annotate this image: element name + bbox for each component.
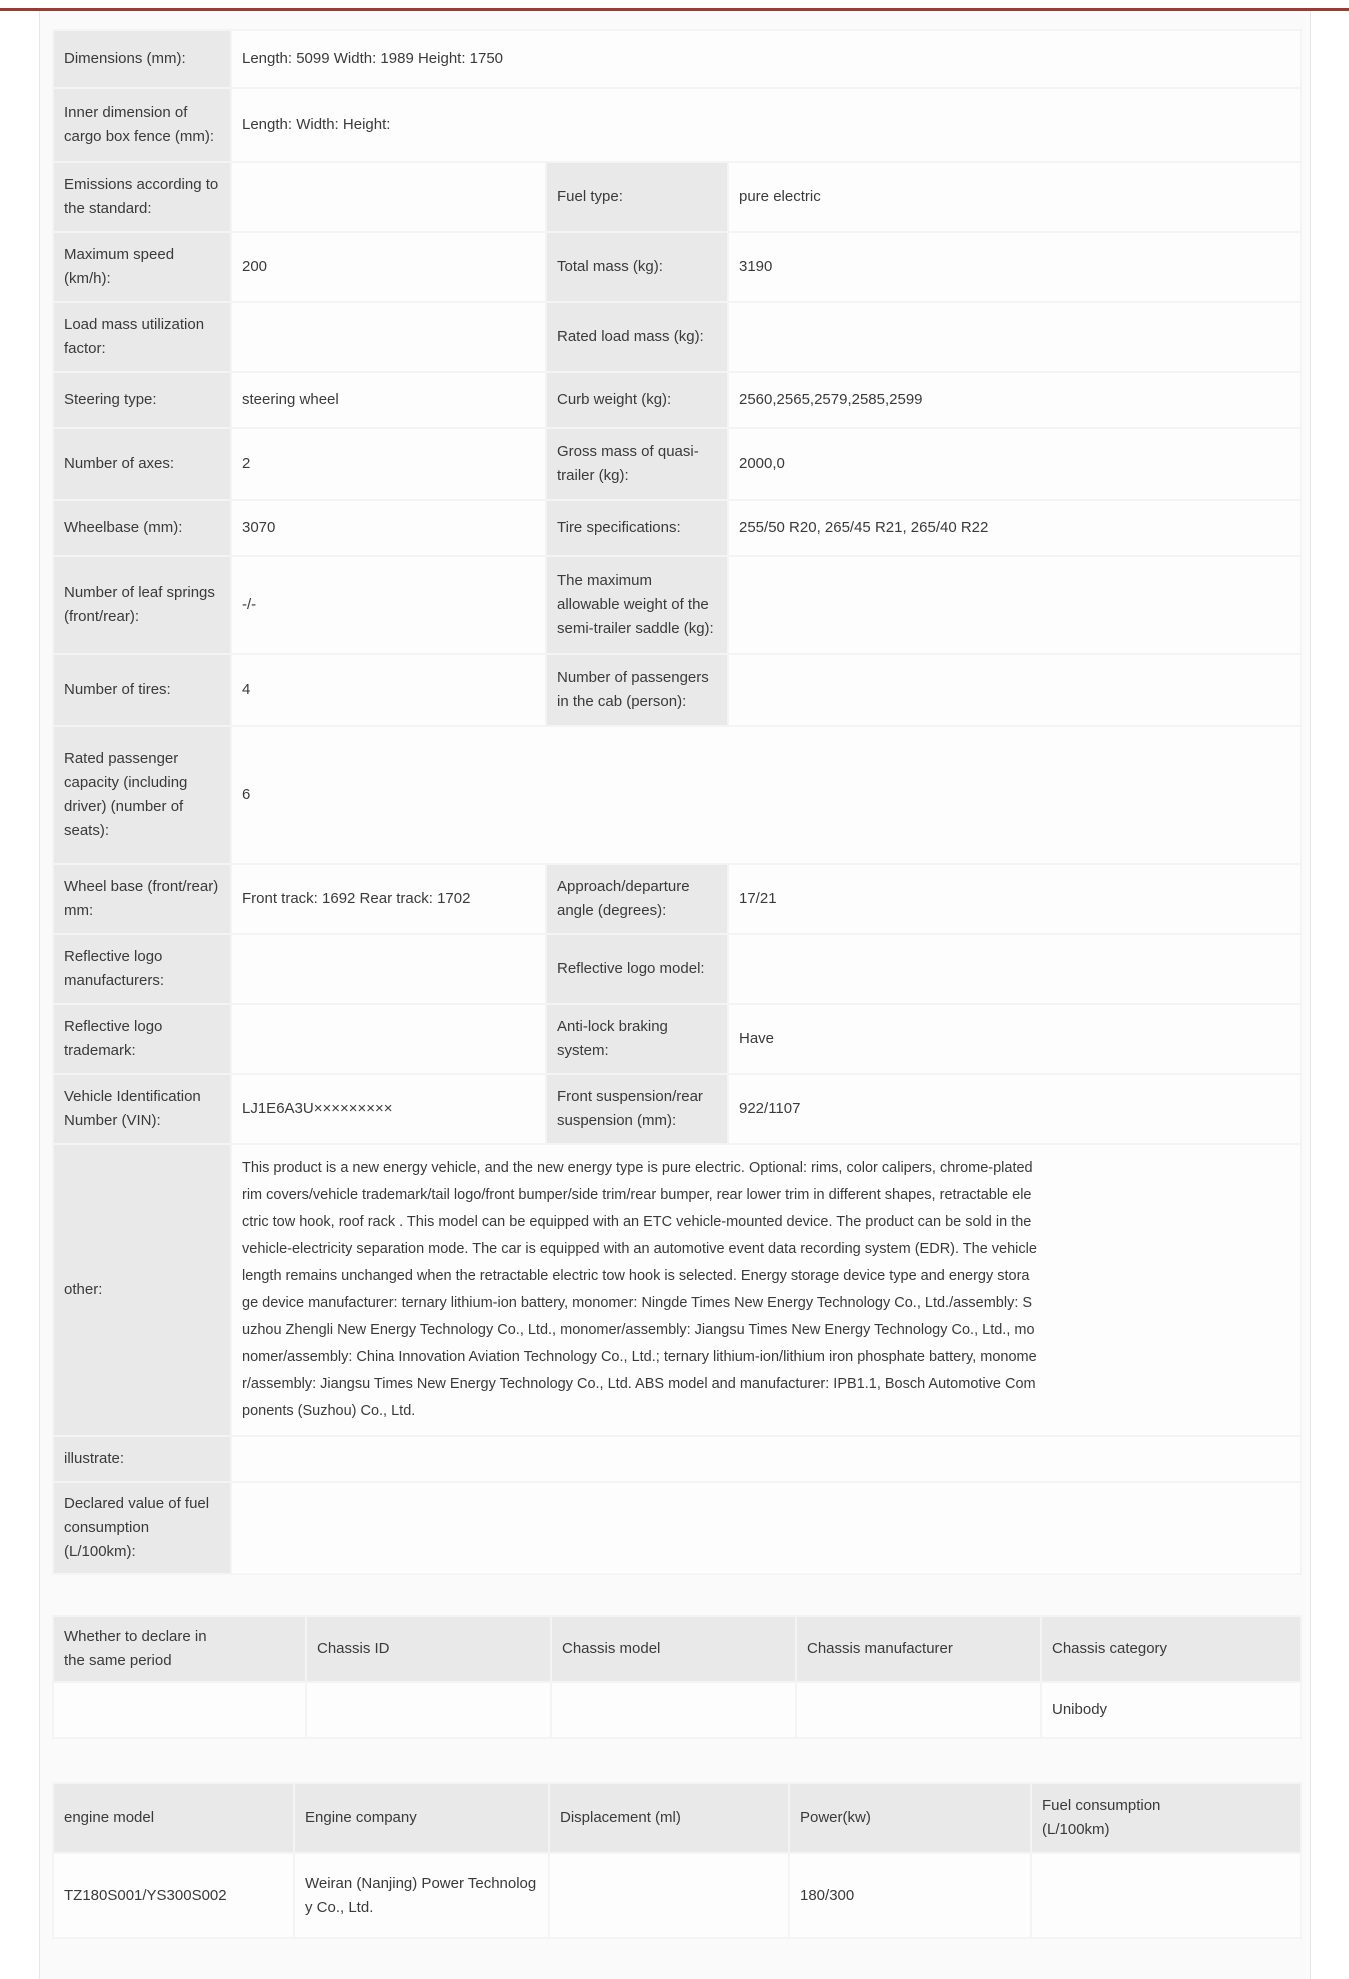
engine-header-cell — [549, 1783, 789, 1853]
chassis-header-label: Chassis model — [562, 1640, 661, 1657]
chassis-cell — [796, 1682, 1041, 1738]
chassis-cell — [551, 1682, 796, 1738]
spec-value: 3070 — [231, 500, 546, 556]
engine-cell: TZ180S001/YS300S002 — [53, 1853, 294, 1938]
spec-label: Tire specifications: — [546, 500, 728, 556]
spec-value — [231, 934, 546, 1004]
engine-header-cell — [53, 1783, 294, 1853]
spec-value: 255/50 R20, 265/45 R21, 265/40 R22 — [728, 500, 1301, 556]
chassis-header-row — [53, 1616, 1301, 1682]
spec-row — [53, 372, 1301, 428]
engine-table — [52, 1782, 1302, 1939]
spec-label: Load mass utilization factor: — [53, 302, 231, 372]
chassis-data-row — [53, 1682, 1301, 1738]
spec-label: Number of tires: — [53, 654, 231, 726]
spec-label: The maximum allowable weight of the semi-trailer saddle (kg): — [546, 556, 728, 654]
spec-label: Rated passenger capacity (including driver) (number of seats): — [53, 726, 231, 864]
spec-value — [231, 162, 546, 232]
spec-label: Approach/departure angle (degrees): — [546, 864, 728, 934]
spec-label: Wheelbase (mm): — [53, 500, 231, 556]
spec-label: Curb weight (kg): — [546, 372, 728, 428]
content-frame — [39, 11, 1311, 1979]
spec-value: 2 — [231, 428, 546, 500]
engine-cell — [1031, 1853, 1301, 1938]
spec-value: Length: 5099 Width: 1989 Height: 1750 — [231, 30, 1301, 88]
spec-value: 200 — [231, 232, 546, 302]
spec-label: Inner dimension of cargo box fence (mm): — [53, 88, 231, 162]
chassis-cell — [306, 1682, 551, 1738]
engine-header-row — [53, 1783, 1301, 1853]
spec-label: Total mass (kg): — [546, 232, 728, 302]
spec-value: 2560,2565,2579,2585,2599 — [728, 372, 1301, 428]
spec-row — [53, 934, 1301, 1004]
vehicle-spec-document — [0, 8, 1349, 1979]
chassis-header-cell — [1041, 1616, 1301, 1682]
spec-row — [53, 232, 1301, 302]
spec-table — [52, 29, 1302, 1575]
spec-value — [728, 934, 1301, 1004]
spec-value — [231, 1482, 1301, 1574]
engine-header-cell — [294, 1783, 549, 1853]
spec-value — [728, 302, 1301, 372]
spec-label: Rated load mass (kg): — [546, 302, 728, 372]
spec-label: illustrate: — [53, 1436, 231, 1482]
spec-value: -/- — [231, 556, 546, 654]
spec-row — [53, 302, 1301, 372]
spec-label: Emissions according to the standard: — [53, 162, 231, 232]
spec-label: Number of leaf springs (front/rear): — [53, 556, 231, 654]
spec-value: Have — [728, 1004, 1301, 1074]
spec-row — [53, 864, 1301, 934]
spec-label: other: — [53, 1144, 231, 1436]
engine-cell: 180/300 — [789, 1853, 1031, 1938]
spec-label: Reflective logo manufacturers: — [53, 934, 231, 1004]
chassis-header-cell — [551, 1616, 796, 1682]
spec-value: Length: Width: Height: — [231, 88, 1301, 162]
spec-value: 922/1107 — [728, 1074, 1301, 1144]
spec-row — [53, 1004, 1301, 1074]
spec-label: Maximum speed (km/h): — [53, 232, 231, 302]
spec-value: 17/21 — [728, 864, 1301, 934]
chassis-header-cell — [796, 1616, 1041, 1682]
spec-row — [53, 500, 1301, 556]
engine-header-label: Displacement (ml) — [560, 1809, 681, 1826]
spec-value: 3190 — [728, 232, 1301, 302]
spec-label: Dimensions (mm): — [53, 30, 231, 88]
spec-label: Vehicle Identification Number (VIN): — [53, 1074, 231, 1144]
spec-row — [53, 1144, 1301, 1436]
engine-data-row — [53, 1853, 1301, 1938]
spec-value: steering wheel — [231, 372, 546, 428]
spec-label: Front suspension/rear suspension (mm): — [546, 1074, 728, 1144]
spec-label: Fuel type: — [546, 162, 728, 232]
spec-label: Wheel base (front/rear) mm: — [53, 864, 231, 934]
engine-cell — [549, 1853, 789, 1938]
spec-row — [53, 1482, 1301, 1574]
spec-row — [53, 428, 1301, 500]
engine-header-label: Power(kw) — [800, 1809, 871, 1826]
spec-value — [231, 1144, 1301, 1436]
spec-value — [231, 302, 546, 372]
engine-header-cell — [1031, 1783, 1301, 1853]
chassis-header-cell — [53, 1616, 306, 1682]
chassis-header-label: Whether to declare in the same period — [64, 1628, 207, 1669]
spec-value — [231, 1004, 546, 1074]
spec-value: Front track: 1692 Rear track: 1702 — [231, 864, 546, 934]
engine-cell: Weiran (Nanjing) Power Technology Co., Ltd. — [294, 1853, 549, 1938]
spec-label: Number of axes: — [53, 428, 231, 500]
spec-row — [53, 1074, 1301, 1144]
chassis-header-label: Chassis manufacturer — [807, 1640, 953, 1657]
spec-value: 2000,0 — [728, 428, 1301, 500]
other-paragraph: This product is a new energy vehicle, and the new energy type is pure electric. Optional: rims, color calipers, chrome-plated rim covers/vehicle trademark/tail logo/front bumper/side trim/rear bumper, rear lower trim in different shapes, retractable electric tow hook, roof rack . This model can be equipped with an ETC vehicle-mounted device. The product can be sold in the vehicle-electricity separation mode. The car is equipped with an automotive event data recording system (EDR). The vehicle length remains unchanged when the retractable electric tow hook is selected. Energy storage device type and energy storage device manufacturer: ternary lithium-ion battery, monomer: Ningde Times New Energy Technology Co., Ltd./assembly: Suzhou Zhengli New Energy Technology Co., Ltd., monomer/assembly: Jiangsu Times New Energy Technology Co., Ltd., monomer/assembly: China Innovation Aviation Technology Co., Ltd.; ternary lithium-ion/lithium iron phosphate battery, monomer/assembly: Jiangsu Times New Energy Technology Co., Ltd. ABS model and manufacturer: IPB1.1, Bosch Automotive Components (Suzhou) Co., Ltd. — [242, 1160, 1037, 1419]
spec-value — [231, 1436, 1301, 1482]
spec-value: 4 — [231, 654, 546, 726]
spec-row — [53, 1436, 1301, 1482]
engine-header-label: Engine company — [305, 1809, 417, 1826]
chassis-header-cell — [306, 1616, 551, 1682]
spec-value — [728, 556, 1301, 654]
chassis-cell: Unibody — [1041, 1682, 1301, 1738]
spec-row — [53, 726, 1301, 864]
spec-row — [53, 162, 1301, 232]
spec-value: pure electric — [728, 162, 1301, 232]
spec-row — [53, 30, 1301, 88]
spec-label: Reflective logo model: — [546, 934, 728, 1004]
engine-header-label: engine model — [64, 1809, 155, 1826]
spec-value: LJ1E6A3U××××××××× — [231, 1074, 546, 1144]
chassis-table — [52, 1615, 1302, 1739]
spec-value — [728, 654, 1301, 726]
spec-label: Reflective logo trademark: — [53, 1004, 231, 1074]
engine-header-cell — [789, 1783, 1031, 1853]
spec-label: Anti-lock braking system: — [546, 1004, 728, 1074]
spec-label: Declared value of fuel consumption (L/100km): — [53, 1482, 231, 1574]
spec-label: Gross mass of quasi-trailer (kg): — [546, 428, 728, 500]
chassis-header-label: Chassis ID — [317, 1640, 390, 1657]
engine-header-label: Fuel consumption (L/100km) — [1042, 1797, 1161, 1838]
spec-label: Steering type: — [53, 372, 231, 428]
spec-value: 6 — [231, 726, 1301, 864]
spec-label: Number of passengers in the cab (person): — [546, 654, 728, 726]
chassis-header-label: Chassis category — [1052, 1640, 1168, 1657]
spec-row — [53, 88, 1301, 162]
spec-row — [53, 556, 1301, 654]
chassis-cell — [53, 1682, 306, 1738]
spec-row — [53, 654, 1301, 726]
